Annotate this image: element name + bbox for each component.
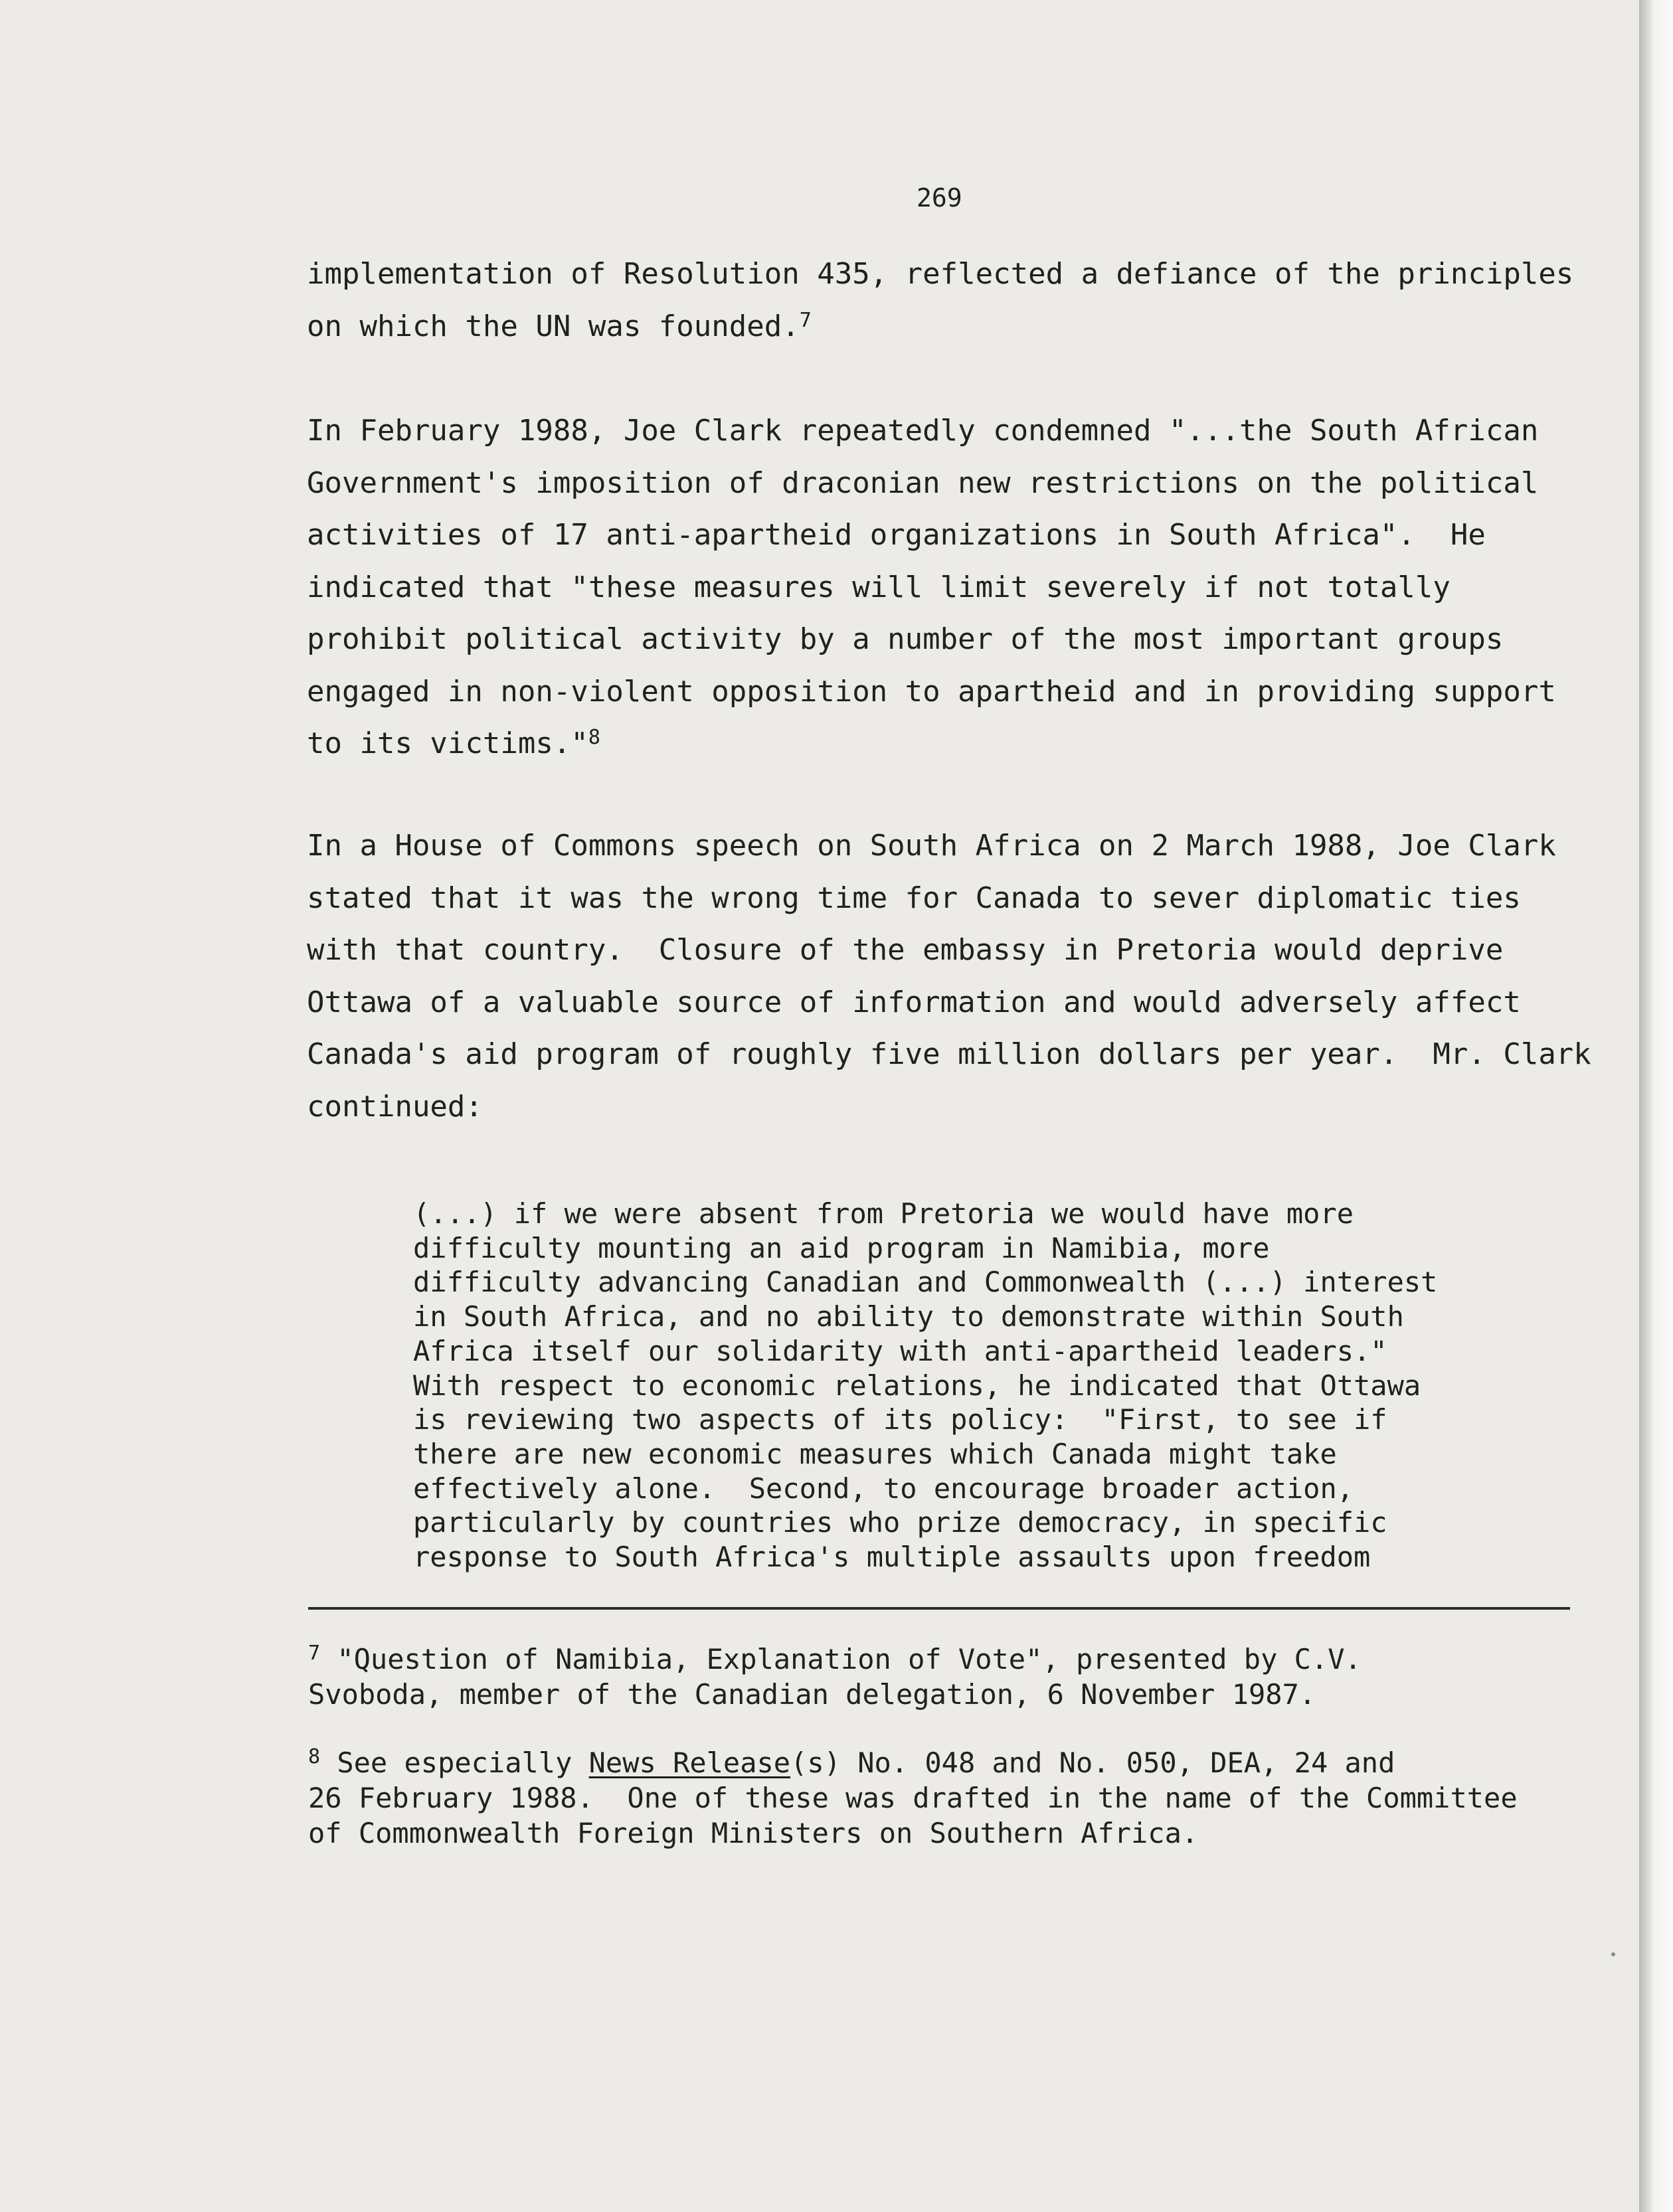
- footnote-7: [308, 1642, 1583, 1712]
- footnote-text: "Question of Namibia, Explanation of Vote", presented by C.V. Svoboda, member of the Canadian delegation, 6 November 1987.: [308, 1643, 1362, 1711]
- footnote-ref-8: 8: [588, 726, 600, 749]
- footnote-number: 8: [308, 1745, 321, 1768]
- page-edge-shadow: [1639, 0, 1673, 2212]
- paper-speck: [1611, 1952, 1615, 1956]
- block-quote: (...) if we were absent from Pretoria we would have more difficulty mounting an aid program in Namibia, more difficulty advancing Canadian and Commonwealth (...) interest in South Africa, and no ability to demonstrate within South Africa itself our solidarity with anti-apartheid leaders." With respect to economic relations, he indicated that Ottawa is reviewing two aspects of its policy: "First, to see if there are new economic measures which Canada might take effectively alone. Second, to encourage broader action, particularly by countries who prize democracy, in specific response to South Africa's multiple assaults upon freedom: [413, 1197, 1438, 1574]
- footnote-text-start: See especially: [320, 1746, 589, 1779]
- paragraph-text: In February 1988, Joe Clark repeatedly condemned "...the South African Government's imposition of draconian new restrictions on the political activities of 17 anti-apartheid organizations in South Africa". He indicated that "these measures will limit severely if not totally prohibit political activity by a number of the most important groups engaged in non-violent opposition to apartheid and in providing support to its victims.": [307, 414, 1556, 760]
- footnote-number: 7: [308, 1642, 321, 1665]
- paragraph-resolution-435: [307, 248, 1582, 353]
- footnote-8: [308, 1745, 1583, 1851]
- paragraph-february-1988: [307, 405, 1582, 770]
- paragraph-house-of-commons: In a House of Commons speech on South Africa on 2 March 1988, Joe Clark stated that it was the wrong time for Canada to sever diplomatic ties with that country. Closure of the embassy in Pretoria would deprive Ottawa of a valuable source of information and would adversely affect Canada's aid program of roughly five million dollars per year. Mr. Clark continued:: [307, 829, 1591, 1124]
- page-number: 269: [917, 183, 962, 213]
- footnote-ref-7: 7: [799, 308, 812, 332]
- footnote-divider: [308, 1607, 1570, 1610]
- news-release-title: News Release: [588, 1746, 791, 1779]
- footnote-text-end: (s) No. 048 and No. 050, DEA, 24 and 26 February 1988. One of these was drafted in the name of the Committee of Commonwealth Foreign Ministers on Southern Africa.: [308, 1746, 1518, 1849]
- paragraph-text: implementation of Resolution 435, reflected a defiance of the principles on which the UN was founded.: [307, 257, 1574, 343]
